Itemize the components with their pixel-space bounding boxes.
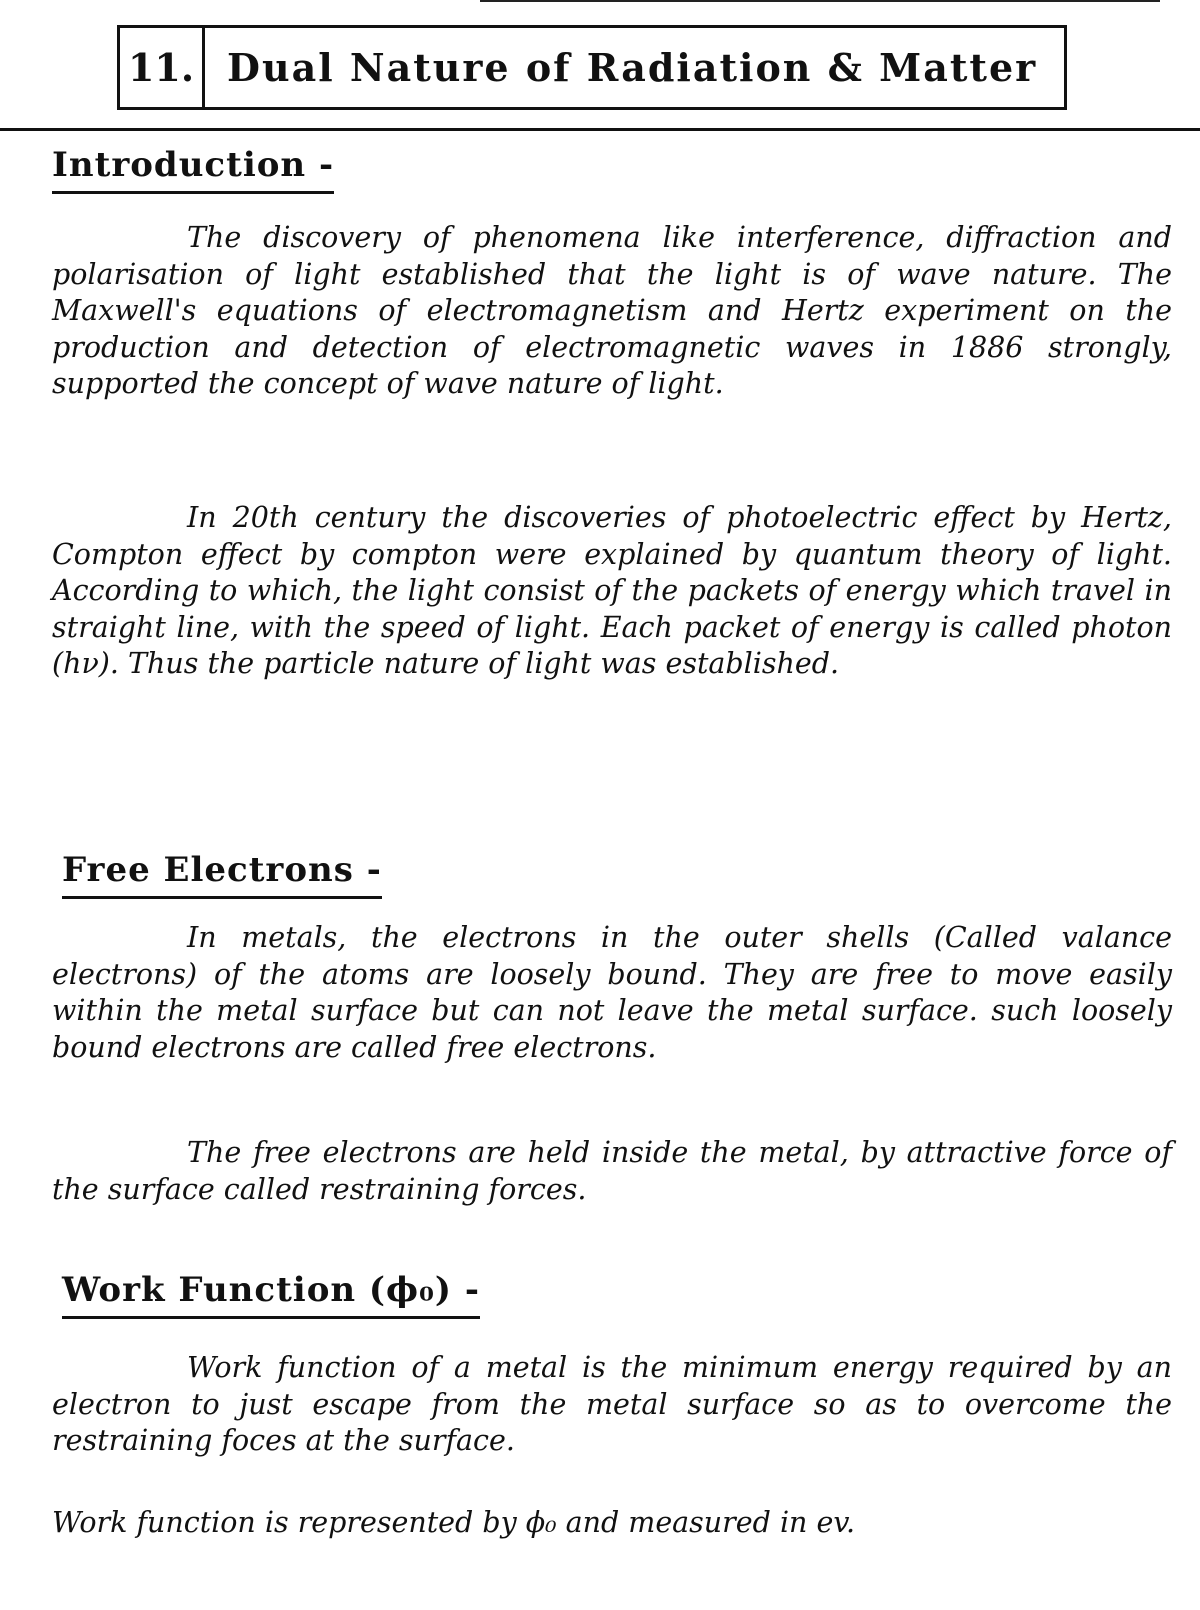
work-function-paragraph-2: Work function is represented by ϕ₀ and measured in ev. (52, 1506, 856, 1539)
work-function-paragraph-1: Work function of a metal is the minimum energy required by an electron to just escape from the metal surface so as to overcome the restraining foces at the surface. (52, 1351, 1172, 1457)
introduction-paragraph-1: The discovery of phenomena like interference, diffraction and polarisation of light established that the light is of wave nature. The Maxwell's equations of electromagnetism and Hertz experiment on the production and detection of electromagnetic waves in 1886 strongly, supported the concept of wave nature of light. (52, 221, 1172, 400)
introduction-heading: Introduction - (52, 145, 334, 194)
free-electrons-heading: Free Electrons - (62, 850, 382, 899)
top-rule (480, 0, 1160, 2)
free-electrons-paragraph-1: In metals, the electrons in the outer shells (Called valance electrons) of the atoms are loosely bound. They are free to move easily within the metal surface but can not leave the metal surface. such loosely bound electrons are called free electrons. (52, 921, 1172, 1064)
free-electrons-paragraph-2: The free electrons are held inside the metal, by attractive force of the surface called restraining forces. (52, 1136, 1172, 1206)
chapter-number: 11. (120, 28, 205, 107)
work-function-heading: Work Function (ϕ₀) - (62, 1270, 480, 1319)
title-divider (0, 128, 1200, 131)
chapter-title: Dual Nature of Radiation & Matter (227, 45, 1038, 90)
chapter-title-box (117, 25, 1067, 110)
introduction-paragraph-2: In 20th century the discoveries of photoelectric effect by Hertz, Compton effect by compton were explained by quantum theory of light. According to which, the light consist of the packets of energy which travel in straight line, with the speed of light. Each packet of energy is called photon (hν). Thus the particle nature of light was established. (52, 501, 1172, 680)
